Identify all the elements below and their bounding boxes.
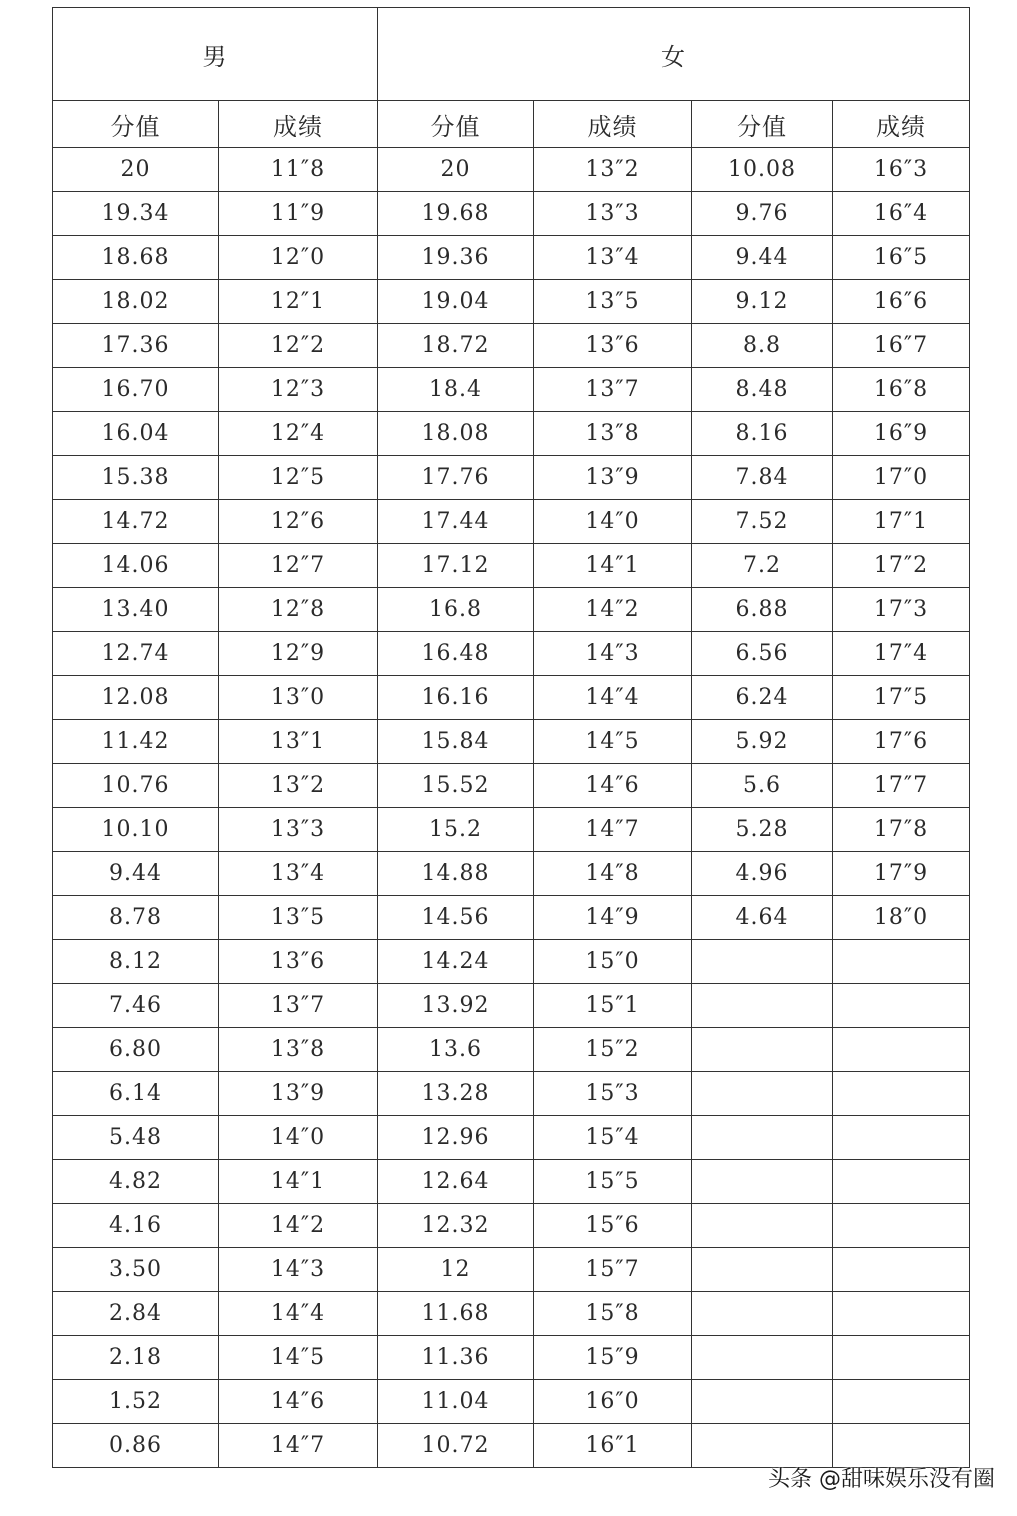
table-row [53, 1292, 970, 1336]
female-score-cell: 11.36 [378, 1336, 534, 1380]
female-result-cell: 16″7 [833, 324, 970, 368]
male-result-cell: 12″6 [219, 500, 378, 544]
table-row [53, 676, 970, 720]
male-result-cell: 12″9 [219, 632, 378, 676]
female-result-cell: 13″5 [534, 280, 692, 324]
female-result-cell: 16″8 [833, 368, 970, 412]
female-score-cell: 12.96 [378, 1116, 534, 1160]
female-result-cell [833, 1116, 970, 1160]
female-score-cell: 7.84 [692, 456, 833, 500]
female-score-cell: 8.16 [692, 412, 833, 456]
male-score-cell: 0.86 [53, 1424, 219, 1468]
male-result-cell: 13″5 [219, 896, 378, 940]
female-score-cell: 19.68 [378, 192, 534, 236]
female-score-cell: 17.76 [378, 456, 534, 500]
female-result-cell [833, 1028, 970, 1072]
male-result-cell: 11″9 [219, 192, 378, 236]
female-score-cell: 8.48 [692, 368, 833, 412]
female-score-cell: 16.48 [378, 632, 534, 676]
female-result-cell: 15″3 [534, 1072, 692, 1116]
male-score-cell: 10.76 [53, 764, 219, 808]
female-score-cell: 6.24 [692, 676, 833, 720]
female-result-cell: 15″5 [534, 1160, 692, 1204]
female-score-cell: 18.4 [378, 368, 534, 412]
female-result-cell [833, 1204, 970, 1248]
female-result-cell: 14″2 [534, 588, 692, 632]
table-row [53, 808, 970, 852]
female-score-cell: 15.52 [378, 764, 534, 808]
male-score-cell: 13.40 [53, 588, 219, 632]
male-result-cell: 13″0 [219, 676, 378, 720]
male-result-cell: 14″3 [219, 1248, 378, 1292]
male-score-cell: 15.38 [53, 456, 219, 500]
male-score-cell: 2.18 [53, 1336, 219, 1380]
male-score-cell: 14.06 [53, 544, 219, 588]
female-score-cell: 6.88 [692, 588, 833, 632]
female-score-cell: 11.04 [378, 1380, 534, 1424]
table-row [53, 1204, 970, 1248]
male-result-cell: 14″1 [219, 1160, 378, 1204]
female-result-cell: 17″8 [833, 808, 970, 852]
female-result-cell: 17″5 [833, 676, 970, 720]
table-row [53, 764, 970, 808]
table-row [53, 1116, 970, 1160]
female-score-cell [692, 1116, 833, 1160]
female-score-cell: 18.72 [378, 324, 534, 368]
female-result-cell: 18″0 [833, 896, 970, 940]
table-row [53, 1380, 970, 1424]
female-score-cell: 6.56 [692, 632, 833, 676]
table-row [53, 1160, 970, 1204]
female-score-cell: 13.92 [378, 984, 534, 1028]
female-result-cell: 16″3 [833, 148, 970, 192]
female-score-cell: 10.72 [378, 1424, 534, 1468]
male-result-cell: 14″2 [219, 1204, 378, 1248]
female-score-cell: 5.6 [692, 764, 833, 808]
column-header-score: 分值 [53, 101, 219, 148]
table-row [53, 148, 970, 192]
male-result-cell: 13″2 [219, 764, 378, 808]
female-score-cell [692, 984, 833, 1028]
gender-header-row [53, 8, 970, 101]
female-score-cell: 9.44 [692, 236, 833, 280]
column-header-row [53, 101, 970, 148]
female-score-cell [692, 1292, 833, 1336]
table-row [53, 192, 970, 236]
male-score-cell: 19.34 [53, 192, 219, 236]
table-row [53, 412, 970, 456]
table-row [53, 984, 970, 1028]
female-score-cell: 20 [378, 148, 534, 192]
male-score-cell: 11.42 [53, 720, 219, 764]
male-result-cell: 13″3 [219, 808, 378, 852]
male-result-cell: 12″8 [219, 588, 378, 632]
female-result-cell [833, 1248, 970, 1292]
female-score-cell: 5.92 [692, 720, 833, 764]
female-score-cell: 19.36 [378, 236, 534, 280]
column-header-score: 分值 [378, 101, 534, 148]
female-score-cell: 12.32 [378, 1204, 534, 1248]
female-result-cell [833, 1380, 970, 1424]
female-result-cell: 17″9 [833, 852, 970, 896]
table-row [53, 1028, 970, 1072]
male-score-cell: 10.10 [53, 808, 219, 852]
female-result-cell: 15″9 [534, 1336, 692, 1380]
male-score-cell: 3.50 [53, 1248, 219, 1292]
male-result-cell: 14″0 [219, 1116, 378, 1160]
male-score-cell: 6.80 [53, 1028, 219, 1072]
female-score-cell: 16.16 [378, 676, 534, 720]
female-result-cell: 15″8 [534, 1292, 692, 1336]
table-row [53, 236, 970, 280]
female-result-cell: 16″6 [833, 280, 970, 324]
female-result-cell: 17″0 [833, 456, 970, 500]
male-result-cell: 13″9 [219, 1072, 378, 1116]
male-score-cell: 16.70 [53, 368, 219, 412]
female-score-cell: 15.2 [378, 808, 534, 852]
table-row [53, 940, 970, 984]
female-score-cell: 16.8 [378, 588, 534, 632]
female-result-cell: 14″4 [534, 676, 692, 720]
female-result-cell [833, 1292, 970, 1336]
male-score-cell: 6.14 [53, 1072, 219, 1116]
female-result-cell: 15″1 [534, 984, 692, 1028]
female-score-cell [692, 1204, 833, 1248]
table-row [53, 456, 970, 500]
female-score-cell: 11.68 [378, 1292, 534, 1336]
male-score-cell: 7.46 [53, 984, 219, 1028]
female-result-cell: 16″4 [833, 192, 970, 236]
table-row [53, 324, 970, 368]
female-result-cell: 14″6 [534, 764, 692, 808]
male-result-cell: 11″8 [219, 148, 378, 192]
female-score-cell [692, 1380, 833, 1424]
male-score-cell: 20 [53, 148, 219, 192]
female-result-cell: 13″3 [534, 192, 692, 236]
female-result-cell: 14″0 [534, 500, 692, 544]
female-result-cell: 14″3 [534, 632, 692, 676]
female-result-cell: 17″7 [833, 764, 970, 808]
male-score-cell: 8.78 [53, 896, 219, 940]
female-result-cell: 14″9 [534, 896, 692, 940]
female-score-cell [692, 1072, 833, 1116]
male-score-cell: 1.52 [53, 1380, 219, 1424]
male-result-cell: 13″6 [219, 940, 378, 984]
female-result-cell: 13″2 [534, 148, 692, 192]
female-score-cell: 12.64 [378, 1160, 534, 1204]
male-result-cell: 12″3 [219, 368, 378, 412]
female-result-cell [833, 1336, 970, 1380]
male-result-cell: 12″2 [219, 324, 378, 368]
table-row [53, 500, 970, 544]
female-header: 女 [378, 8, 970, 101]
female-score-cell: 13.28 [378, 1072, 534, 1116]
female-result-cell [833, 1160, 970, 1204]
column-header-result: 成绩 [534, 101, 692, 148]
female-result-cell: 16″0 [534, 1380, 692, 1424]
female-score-cell [692, 1424, 833, 1468]
female-score-cell: 13.6 [378, 1028, 534, 1072]
female-result-cell: 17″1 [833, 500, 970, 544]
table-row [53, 368, 970, 412]
female-result-cell: 13″6 [534, 324, 692, 368]
male-score-cell: 12.08 [53, 676, 219, 720]
male-result-cell: 14″6 [219, 1380, 378, 1424]
score-table [52, 7, 970, 1468]
female-result-cell [833, 940, 970, 984]
table-row [53, 1248, 970, 1292]
male-score-cell: 12.74 [53, 632, 219, 676]
table-row [53, 544, 970, 588]
table-row [53, 1072, 970, 1116]
male-score-cell: 8.12 [53, 940, 219, 984]
male-result-cell: 12″4 [219, 412, 378, 456]
table-row [53, 896, 970, 940]
female-score-cell: 4.64 [692, 896, 833, 940]
male-result-cell: 14″4 [219, 1292, 378, 1336]
female-result-cell: 13″4 [534, 236, 692, 280]
table-row [53, 852, 970, 896]
male-score-cell: 16.04 [53, 412, 219, 456]
column-header-result: 成绩 [833, 101, 970, 148]
table-row [53, 588, 970, 632]
column-header-score: 分值 [692, 101, 833, 148]
female-score-cell: 19.04 [378, 280, 534, 324]
male-score-cell: 4.82 [53, 1160, 219, 1204]
male-result-cell: 13″4 [219, 852, 378, 896]
table-row [53, 1336, 970, 1380]
male-score-cell: 18.68 [53, 236, 219, 280]
female-score-cell: 7.2 [692, 544, 833, 588]
female-result-cell: 15″4 [534, 1116, 692, 1160]
female-result-cell: 14″5 [534, 720, 692, 764]
female-result-cell: 14″7 [534, 808, 692, 852]
male-score-cell: 4.16 [53, 1204, 219, 1248]
male-result-cell: 12″1 [219, 280, 378, 324]
female-result-cell: 14″1 [534, 544, 692, 588]
female-score-cell: 8.8 [692, 324, 833, 368]
male-result-cell: 14″7 [219, 1424, 378, 1468]
female-score-cell: 4.96 [692, 852, 833, 896]
female-result-cell: 16″1 [534, 1424, 692, 1468]
watermark-text: 头条 @甜味娱乐没有圈 [768, 1467, 995, 1492]
table-row [53, 280, 970, 324]
female-score-cell [692, 1248, 833, 1292]
female-result-cell [833, 1424, 970, 1468]
female-result-cell: 13″9 [534, 456, 692, 500]
female-score-cell: 12 [378, 1248, 534, 1292]
female-result-cell: 15″0 [534, 940, 692, 984]
male-result-cell: 12″5 [219, 456, 378, 500]
female-score-cell: 9.12 [692, 280, 833, 324]
female-score-cell [692, 1160, 833, 1204]
female-result-cell: 16″9 [833, 412, 970, 456]
female-score-cell: 18.08 [378, 412, 534, 456]
table-row [53, 632, 970, 676]
female-result-cell: 15″7 [534, 1248, 692, 1292]
male-header: 男 [53, 8, 378, 101]
female-result-cell [833, 1072, 970, 1116]
male-score-cell: 17.36 [53, 324, 219, 368]
male-score-cell: 5.48 [53, 1116, 219, 1160]
female-result-cell: 13″8 [534, 412, 692, 456]
female-score-cell: 9.76 [692, 192, 833, 236]
male-score-cell: 9.44 [53, 852, 219, 896]
male-result-cell: 13″1 [219, 720, 378, 764]
female-score-cell: 17.12 [378, 544, 534, 588]
female-score-cell [692, 1028, 833, 1072]
female-result-cell: 14″8 [534, 852, 692, 896]
female-score-cell: 14.24 [378, 940, 534, 984]
male-score-cell: 18.02 [53, 280, 219, 324]
column-header-result: 成绩 [219, 101, 378, 148]
male-score-cell: 2.84 [53, 1292, 219, 1336]
table-row [53, 720, 970, 764]
male-score-cell: 14.72 [53, 500, 219, 544]
female-score-cell: 10.08 [692, 148, 833, 192]
female-score-cell: 17.44 [378, 500, 534, 544]
male-result-cell: 13″7 [219, 984, 378, 1028]
male-result-cell: 12″7 [219, 544, 378, 588]
female-result-cell: 17″4 [833, 632, 970, 676]
female-result-cell: 17″6 [833, 720, 970, 764]
female-score-cell [692, 1336, 833, 1380]
female-result-cell [833, 984, 970, 1028]
female-score-cell: 7.52 [692, 500, 833, 544]
male-result-cell: 12″0 [219, 236, 378, 280]
female-score-cell: 14.56 [378, 896, 534, 940]
male-result-cell: 13″8 [219, 1028, 378, 1072]
table-row [53, 1424, 970, 1468]
female-result-cell: 15″6 [534, 1204, 692, 1248]
female-score-cell: 14.88 [378, 852, 534, 896]
female-result-cell: 17″3 [833, 588, 970, 632]
female-result-cell: 13″7 [534, 368, 692, 412]
female-result-cell: 15″2 [534, 1028, 692, 1072]
female-score-cell: 5.28 [692, 808, 833, 852]
female-score-cell [692, 940, 833, 984]
male-result-cell: 14″5 [219, 1336, 378, 1380]
female-result-cell: 17″2 [833, 544, 970, 588]
female-score-cell: 15.84 [378, 720, 534, 764]
female-result-cell: 16″5 [833, 236, 970, 280]
